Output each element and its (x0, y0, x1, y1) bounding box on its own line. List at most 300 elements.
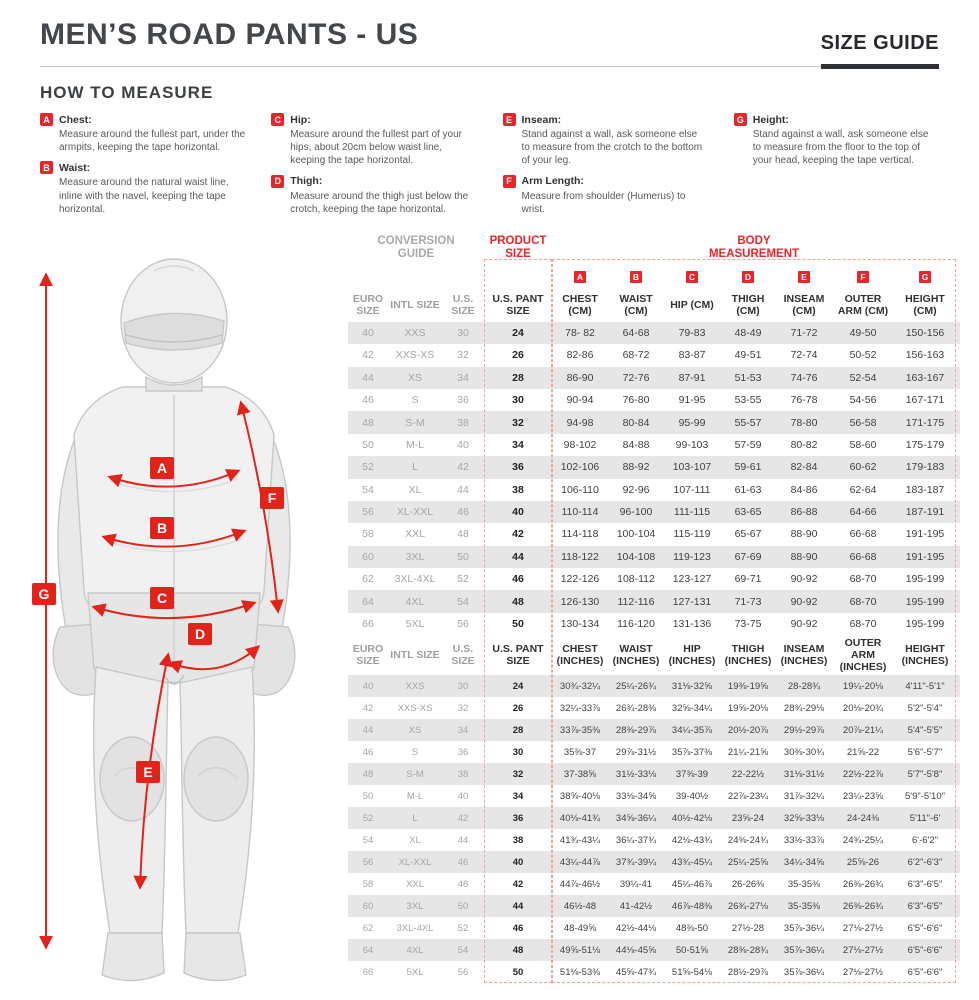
table-cell: 32⅝-33⅛ (783, 812, 825, 824)
table-cell: 90-92 (790, 595, 818, 608)
table-cell: 34 (457, 724, 469, 736)
conversion-header-cell: EURO SIZE (352, 643, 384, 668)
table-cell: 6'5"-6'6" (907, 966, 943, 978)
table-cell: 80-82 (790, 438, 818, 451)
table-cell: XXS (405, 680, 425, 692)
table-cell: 30 (512, 746, 524, 758)
table-cell: 44 (512, 900, 524, 912)
table-cell: 52 (362, 461, 374, 474)
table-cell: XXL (406, 878, 424, 890)
table-cell: 35⅞-36¼ (783, 922, 825, 934)
size-guide-label: SIZE GUIDE (821, 32, 939, 69)
measurement-header-cell: HEIGHT (CM) (905, 292, 945, 317)
measure-letter-badge: C (271, 113, 284, 126)
table-cell: 19¼-20⅛ (842, 680, 884, 692)
table-cell: 48 (362, 768, 374, 780)
table-cell: 72-74 (790, 349, 818, 362)
table-cell: 44 (362, 724, 374, 736)
table-cell: 25¼-25⅝ (727, 856, 769, 868)
measure-item-text: Measure around the fullest part of your hips, about 20cm below waist line, keeping the tape horizontal. (290, 129, 463, 167)
table-cell: 52 (457, 922, 469, 934)
svg-text:E: E (143, 763, 153, 780)
table-cell: 53-55 (734, 394, 762, 407)
table-cell: 42 (512, 878, 524, 890)
table-cell: 48 (512, 595, 524, 608)
conversion-header-cell: EURO SIZE (352, 292, 384, 317)
measure-column (503, 113, 708, 223)
table-cell: 30⅜-30¾ (783, 746, 825, 758)
table-cell: 38 (512, 834, 524, 846)
table-cell: XXS (404, 326, 426, 339)
table-cell: 3XL (406, 900, 424, 912)
size-tables (348, 233, 960, 983)
table-cell: 195-199 (905, 618, 945, 631)
table-cell: 6'-6'2" (911, 834, 938, 846)
table-cell: 41¾-43¼ (559, 834, 601, 846)
table-row (348, 344, 960, 366)
table-cell: 86-90 (566, 371, 594, 384)
table-cell: 83-87 (678, 349, 706, 362)
table-cell: 119-123 (673, 550, 711, 563)
measurement-header-cell: WAIST (CM) (619, 292, 653, 317)
how-to-measure-heading: HOW TO MEASURE (40, 83, 214, 102)
measure-item-title: Thigh: (290, 175, 323, 188)
table-cell: 58-60 (849, 438, 877, 451)
table-cell: 6'2"-6'3" (907, 856, 943, 868)
table-cell: 50 (512, 618, 524, 631)
table-cell: 40 (362, 680, 374, 692)
measure-item-title: Height: (752, 113, 789, 126)
measure-item-title: Arm Length: (521, 175, 584, 188)
table-cell: L (412, 461, 418, 474)
table-cell: 19⅜-19⅝ (727, 680, 769, 692)
table-row (348, 322, 960, 344)
product-size-label: PRODUCT SIZE (489, 234, 547, 261)
table-cell: 24¾-25¼ (842, 834, 884, 846)
table-cell: M-L (405, 438, 425, 451)
table-cell: 62-64 (849, 483, 877, 496)
table-cell: 84-88 (622, 438, 650, 451)
table-cell: 98-102 (563, 438, 597, 451)
table-cell: 28⅜-28¾ (727, 944, 769, 956)
table-cell: 37¾-39¼ (615, 856, 657, 868)
measure-column (271, 113, 476, 223)
table-cell: 26¾-27⅛ (727, 900, 769, 912)
table-cell: 50 (512, 966, 524, 978)
table-cell: 179-183 (905, 461, 945, 474)
table-cell: 46 (457, 856, 469, 868)
table-cell: 88-90 (790, 528, 818, 541)
table-cell: 28 (512, 724, 524, 736)
table-row (348, 697, 960, 719)
table-cell: 90-92 (790, 618, 818, 631)
table-cell: 51⅝-54⅛ (671, 966, 713, 978)
table-cell: 44 (457, 834, 469, 846)
table-cell: 42½-44⅛ (615, 922, 657, 934)
table-cell: XL (408, 483, 422, 496)
table-cell: 23⅝-24 (731, 812, 765, 824)
table-row (348, 568, 960, 590)
table-cell: 48 (362, 416, 374, 429)
table-cell: XS (408, 724, 422, 736)
table-cell: XXS-XS (397, 702, 433, 714)
table-cell: 32 (457, 702, 469, 714)
conversion-header-cell: INTL SIZE (390, 298, 440, 311)
table-cell: 38 (512, 483, 524, 496)
table-cell: 88-90 (790, 550, 818, 563)
table-cell: 102-106 (560, 461, 600, 474)
table-cell: 29½-29⅞ (783, 724, 825, 736)
table-cell: 51-53 (734, 371, 762, 384)
table-cell: 108-112 (617, 573, 655, 586)
table-cell: 127-131 (672, 595, 712, 608)
table-cell: 37-38⅝ (563, 768, 597, 780)
table-cell: 25¼-26¾ (615, 680, 657, 692)
table-cell: 61-63 (734, 483, 762, 496)
table-cell: 118-122 (561, 550, 599, 563)
table-cell: 32 (457, 349, 469, 362)
table-cell: 195-199 (905, 595, 945, 608)
cm-table-body (348, 322, 960, 635)
measurement-header-cell: CHEST (INCHES) (556, 643, 604, 668)
table-cell: 68-70 (849, 573, 877, 586)
table-cell: 183-187 (905, 483, 945, 496)
measurement-header-cell: INSEAM (CM) (783, 292, 825, 317)
svg-text:C: C (156, 589, 168, 606)
table-cell: 34 (457, 371, 469, 384)
table-cell: 20½-20⅞ (727, 724, 769, 736)
table-cell: 68-72 (622, 349, 650, 362)
measurement-letters-row (348, 265, 960, 287)
table-cell: 42 (362, 702, 374, 714)
table-band-labels (348, 233, 960, 265)
table-cell: 4XL (406, 944, 424, 956)
table-cell: 96-100 (619, 506, 653, 519)
table-cell: 5XL (405, 618, 425, 631)
measure-item-text: Stand against a wall, ask someone else to measure from the crotch to the bottom of your leg. (521, 129, 703, 167)
measure-item-text: Measure around the fullest part, under the armpits, keeping the tape horizontal. (59, 129, 246, 154)
measure-item-header (503, 113, 708, 126)
table-cell: 95-99 (678, 416, 706, 429)
letter-cell (664, 271, 720, 283)
table-cell: XL-XXL (396, 506, 434, 519)
table-cell: 34 (512, 438, 524, 451)
table-row (348, 501, 960, 523)
table-cell: 56-58 (849, 416, 877, 429)
table-cell: 84-86 (790, 483, 818, 496)
measure-letter-badge: B (40, 161, 53, 174)
page-header (40, 18, 939, 67)
table-cell: 66 (362, 618, 374, 631)
table-cell: 130-134 (560, 618, 600, 631)
table-cell: 28-28¾ (787, 680, 821, 692)
table-cell: 82-86 (566, 349, 594, 362)
table-cell: 46 (457, 506, 469, 519)
svg-text:B: B (156, 519, 168, 536)
table-row (348, 741, 960, 763)
measure-item-header (734, 113, 939, 126)
table-cell: 30¾-32¼ (559, 680, 601, 692)
table-cell: 49-50 (849, 326, 877, 339)
table-cell: 56 (457, 966, 469, 978)
table-cell: 100-104 (616, 528, 656, 541)
table-cell: 21⅝-22 (846, 746, 880, 758)
table-cell: 22½-22⅞ (842, 768, 884, 780)
measurement-figure (14, 231, 346, 1000)
table-cell: 104-108 (616, 550, 656, 563)
table-cell: 27⅛-27½ (842, 966, 884, 978)
table-cell: 3XL-4XL (394, 573, 436, 586)
column-letter-badge: F (857, 271, 869, 283)
table-row (348, 961, 960, 983)
table-cell: 6'3"-6'5" (907, 878, 943, 890)
column-letter-badge: G (919, 271, 931, 283)
table-cell: 74-76 (790, 371, 818, 384)
table-cell: 44 (457, 483, 469, 496)
table-cell: 24-24⅜ (846, 812, 880, 824)
table-cell: 62 (362, 573, 374, 586)
table-cell: 26 (512, 349, 524, 362)
table-cell: 44⅛-45⅝ (615, 944, 657, 956)
measurement-header-cell: OUTER ARM (CM) (837, 292, 889, 317)
table-cell: 26⅜-26¾ (842, 878, 884, 890)
table-cell: 3XL-4XL (396, 922, 434, 934)
table-cell: 27⅛-27½ (842, 944, 884, 956)
table-cell: 195-199 (905, 573, 945, 586)
svg-text:A: A (156, 459, 168, 476)
table-cell: 106-110 (561, 483, 599, 496)
table-cell: 64 (362, 944, 374, 956)
table-cell: 5'7"-5'8" (907, 768, 943, 780)
measure-item-text: Measure around the thigh just below the crotch, keeping the tape horizontal. (290, 190, 469, 215)
table-cell: 39-40½ (675, 790, 709, 802)
marker-f (260, 487, 284, 509)
measure-letter-badge: D (271, 175, 284, 188)
table-cell: 131-136 (672, 618, 712, 631)
table-cell: 49-51 (734, 349, 762, 362)
table-cell: 40½-42⅛ (671, 812, 713, 824)
table-cell: 24 (512, 680, 524, 692)
table-cell: 123-127 (672, 573, 712, 586)
table-cell: 58 (362, 878, 374, 890)
table-cell: XL-XXL (398, 856, 432, 868)
table-cell: 37⅜-39 (675, 768, 709, 780)
table-cell: 31½-33⅛ (615, 768, 657, 780)
measure-item (271, 175, 476, 216)
measurement-header-cell: HEIGHT (INCHES) (901, 643, 949, 668)
table-row (348, 807, 960, 829)
table-cell: 23¼-23⅝ (842, 790, 884, 802)
table-cell: S (411, 746, 419, 758)
table-cell: 6'5"-6'6" (907, 922, 943, 934)
table-cell: 66-68 (849, 550, 877, 563)
table-cell: 33⅞-35⅜ (559, 724, 601, 736)
table-cell: 40 (457, 790, 469, 802)
table-cell: 38 (457, 768, 469, 780)
table-row (348, 479, 960, 501)
table-cell: 48 (457, 878, 469, 890)
pant-size-header-cell: U.S. PANT SIZE (492, 643, 544, 668)
table-cell: M-L (406, 790, 424, 802)
table-row (348, 456, 960, 478)
table-cell: 79-83 (678, 326, 706, 339)
measure-item-header (271, 175, 476, 188)
table-cell: 26 (512, 702, 524, 714)
measure-column (734, 113, 939, 223)
table-cell: 42 (362, 349, 374, 362)
table-row (348, 590, 960, 612)
measure-item-header (503, 175, 708, 188)
table-cell: S-M (405, 416, 425, 429)
measure-item (40, 113, 245, 154)
table-cell: 26⅜-26¾ (842, 900, 884, 912)
measurement-header-cell: HIP (INCHES) (668, 643, 716, 668)
svg-text:G: G (38, 585, 50, 602)
table-cell: 49⅝-51⅛ (559, 944, 601, 956)
body-measurement-label: BODY MEASUREMENT (708, 234, 800, 261)
table-cell: 34¼-35⅞ (671, 724, 713, 736)
column-letter-badge: B (630, 271, 642, 283)
table-cell: 90-92 (790, 573, 818, 586)
table-cell: 3XL (405, 550, 425, 563)
table-cell: 71-73 (734, 595, 762, 608)
table-cell: S (411, 394, 419, 407)
table-cell: 42⅛-43¾ (671, 834, 713, 846)
table-cell: 171-175 (905, 416, 945, 429)
table-cell: 46 (512, 922, 524, 934)
table-cell: 19⅝-20⅛ (727, 702, 769, 714)
table-row (348, 719, 960, 741)
table-cell: 42 (457, 812, 469, 824)
table-cell: 5'11"-6' (909, 812, 941, 824)
table-cell: 50 (362, 790, 374, 802)
measure-item (271, 113, 476, 168)
table-row (348, 873, 960, 895)
table-row (348, 763, 960, 785)
conversion-guide-label: CONVERSION GUIDE (377, 234, 455, 261)
table-cell: 110-114 (561, 506, 599, 519)
table-cell: 41-42½ (619, 900, 653, 912)
table-cell: 40 (512, 506, 524, 519)
table-cell: 44⅞-46½ (559, 878, 601, 890)
measure-item-header (40, 161, 245, 174)
letter-cell (832, 271, 894, 283)
table-row (348, 523, 960, 545)
table-cell: 32 (512, 768, 524, 780)
table-cell: 60 (362, 550, 374, 563)
table-cell: 56 (362, 856, 374, 868)
table-cell: 40 (457, 438, 469, 451)
table-cell: 76-78 (790, 394, 818, 407)
table-cell: 6'5"-6'6" (907, 944, 943, 956)
table-cell: 86-88 (790, 506, 818, 519)
table-cell: 54 (362, 483, 374, 496)
measure-item-text: Measure around the natural waist line, inline with the navel, keeping the tape horizontal. (59, 177, 229, 215)
table-cell: 21¼-21⅝ (727, 746, 769, 758)
table-cell: 31⅛-32⅝ (671, 680, 713, 692)
measure-item-header (271, 113, 476, 126)
table-cell: 5'2"-5'4" (907, 702, 943, 714)
table-cell: 46 (512, 573, 524, 586)
table-cell: 43¾-45¼ (671, 856, 713, 868)
measure-letter-badge: G (734, 113, 747, 126)
marker-c (150, 587, 174, 609)
table-cell: XXL (405, 528, 425, 541)
table-cell: 22⅞-23¼ (727, 790, 769, 802)
table-cell: 56 (457, 618, 469, 631)
table-cell: 69-71 (734, 573, 762, 586)
table-cell: 34¼-34⅝ (783, 856, 825, 868)
measurement-header-cell: THIGH (INCHES) (724, 643, 772, 668)
table-cell: 54 (457, 595, 469, 608)
table-cell: 46½-48 (563, 900, 597, 912)
table-row (348, 917, 960, 939)
table-cell: 50-52 (849, 349, 877, 362)
suit-body (53, 259, 295, 981)
table-cell: 52 (457, 573, 469, 586)
marker-g (32, 583, 56, 605)
table-cell: 163-167 (905, 371, 945, 384)
table-cell: 112-116 (617, 595, 655, 608)
table-cell: 60-62 (849, 461, 877, 474)
inches-table-body (348, 675, 960, 983)
table-cell: 20⅛-20¾ (842, 702, 884, 714)
page-title: MEN’S ROAD PANTS - US (40, 18, 419, 51)
measure-item-title: Waist: (59, 161, 91, 174)
letter-cell (776, 271, 832, 283)
table-row (348, 675, 960, 697)
table-cell: 20⅞-21¼ (842, 724, 884, 736)
measurement-header-cell: INSEAM (INCHES) (780, 643, 828, 668)
table-cell: 34 (512, 790, 524, 802)
table-cell: XS (407, 371, 422, 384)
table-cell: 111-115 (673, 506, 711, 519)
table-cell: 30 (512, 394, 524, 407)
table-cell: 25⅝-26 (846, 856, 880, 868)
measure-item-text: Measure from shoulder (Humerus) to wrist. (521, 190, 686, 215)
table-row (348, 939, 960, 961)
column-letter-badge: C (686, 271, 698, 283)
table-cell: 59-61 (734, 461, 762, 474)
measurement-header-cell: CHEST (CM) (562, 292, 598, 317)
table-cell: 31⅛-31½ (783, 768, 825, 780)
table-row (348, 411, 960, 433)
measure-letter-badge: A (40, 113, 53, 126)
measure-item (503, 175, 708, 216)
table-cell: 34⅝-36¼ (615, 812, 657, 824)
table-cell: 35⅜-37 (563, 746, 597, 758)
table-row (348, 367, 960, 389)
conversion-header-cell: INTL SIZE (390, 649, 440, 662)
table-cell: 65-67 (734, 528, 762, 541)
table-cell: 48-49⅝ (563, 922, 597, 934)
table-cell: 72-76 (622, 371, 650, 384)
table-cell: 167-171 (905, 394, 945, 407)
rider-illustration (14, 231, 346, 1000)
table-cell: 54-56 (849, 394, 877, 407)
table-cell: 36 (457, 746, 469, 758)
table-cell: 36 (457, 394, 469, 407)
measure-item (503, 113, 708, 168)
table-cell: 88-92 (622, 461, 650, 474)
table-cell: 26-26⅜ (731, 878, 765, 890)
table-cell: 55-57 (734, 416, 762, 429)
table-cell: 50 (362, 438, 374, 451)
inches-header-row (348, 635, 960, 675)
table-cell: 191-195 (905, 550, 945, 563)
table-cell: 50 (457, 550, 469, 563)
measurement-header-cell: WAIST (INCHES) (612, 643, 660, 668)
